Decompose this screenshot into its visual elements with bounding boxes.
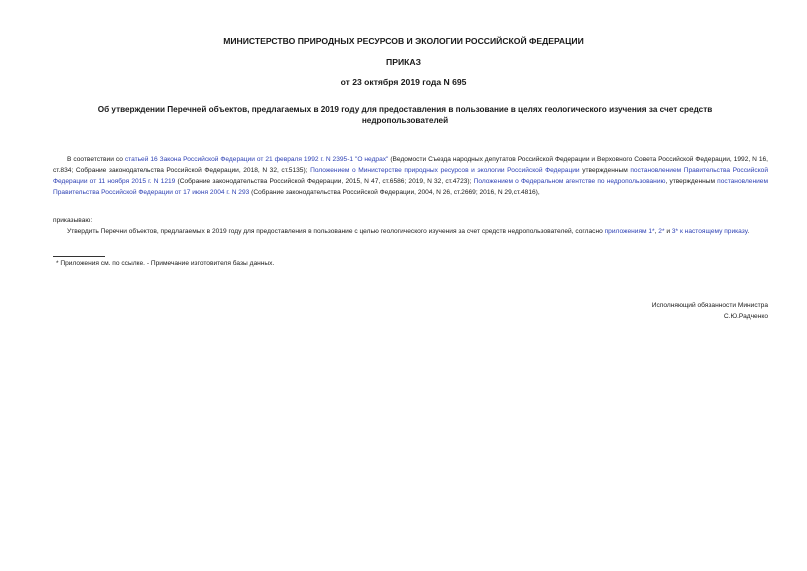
- preamble-text-1: В соответствии со: [67, 156, 125, 163]
- signature-name: С.Ю.Радченко: [723, 313, 768, 320]
- preamble-text-6: (Собрание законодательства Российской Федерации, 2004, N 26, ст.2669; 2016, N 29,ст.4816),: [249, 189, 540, 196]
- clause-text-5: .: [747, 228, 750, 235]
- order-word: приказываю:: [53, 217, 93, 224]
- link-agency-regulation[interactable]: Положением о Федеральном агентстве по недропользованию: [473, 178, 666, 185]
- ministry-heading: МИНИСТЕРСТВО ПРИРОДНЫХ РЕСУРСОВ И ЭКОЛОГИИ РОССИЙСКОЙ ФЕДЕРАЦИИ: [223, 36, 584, 46]
- link-this-order[interactable]: к настоящему приказу: [679, 228, 748, 235]
- preamble-text-5: , утвержденным: [665, 178, 718, 185]
- clause-text-2: ,: [654, 228, 659, 235]
- preamble-text-2: (Ведомости Съезда народных депутатов Российской Федерации и Верховного Совета Российской Федерации, 1992, N 16, ст.834; Собрание законодательства Российской Федерации, 2018, N 32, ст.5135);: [53, 156, 768, 174]
- link-appendix-2[interactable]: 2*: [658, 228, 665, 235]
- document-type: ПРИКАЗ: [386, 57, 421, 67]
- link-appendix-3[interactable]: 3*: [671, 228, 679, 235]
- preamble-text-4: (Собрание законодательства Российской Федерации, 2015, N 47, ст.6586; 2019, N 32, ст.4723);: [175, 178, 474, 185]
- link-appendix-1[interactable]: приложениям 1*: [604, 228, 655, 235]
- link-government-decree-293[interactable]: постановлением Правительства Российской Федерации от 17 июня 2004 г. N 293: [53, 178, 769, 196]
- document-date-number: от 23 октября 2019 года N 695: [340, 77, 467, 87]
- preamble-text-3: утвержденным: [579, 167, 631, 174]
- link-ministry-regulation[interactable]: Положением о Министерстве природных ресурсов и экологии Российской Федерации: [310, 167, 580, 174]
- document-title: Об утверждении Перечней объектов, предлагаемых в 2019 году для предоставления в пользование в целях геологического изучения за счет средств недропользователей: [97, 105, 713, 125]
- link-subsoil-law-article-16[interactable]: статьей 16 Закона Российской Федерации от 21 февраля 1992 г. N 2395-1 "О недрах": [124, 156, 389, 163]
- footnote: * Приложения см. по ссылке. - Примечание изготовителя базы данных.: [56, 260, 275, 267]
- preamble-paragraph: [53, 154, 768, 198]
- footnote-separator: [53, 256, 105, 257]
- signature-position: Исполняющий обязанности Министра: [651, 302, 768, 309]
- clause-text-1: Утвердить Перечни объектов, предлагаемых в 2019 году для предоставления в пользование с целью геологического изучения за счет средств недропользователей, согласно: [67, 228, 605, 235]
- order-clause: [53, 226, 768, 237]
- clause-text-3: и: [664, 228, 672, 235]
- link-government-decree-1219[interactable]: постановлением Правительства Российской Федерации от 11 ноября 2015 г. N 1219: [53, 167, 769, 185]
